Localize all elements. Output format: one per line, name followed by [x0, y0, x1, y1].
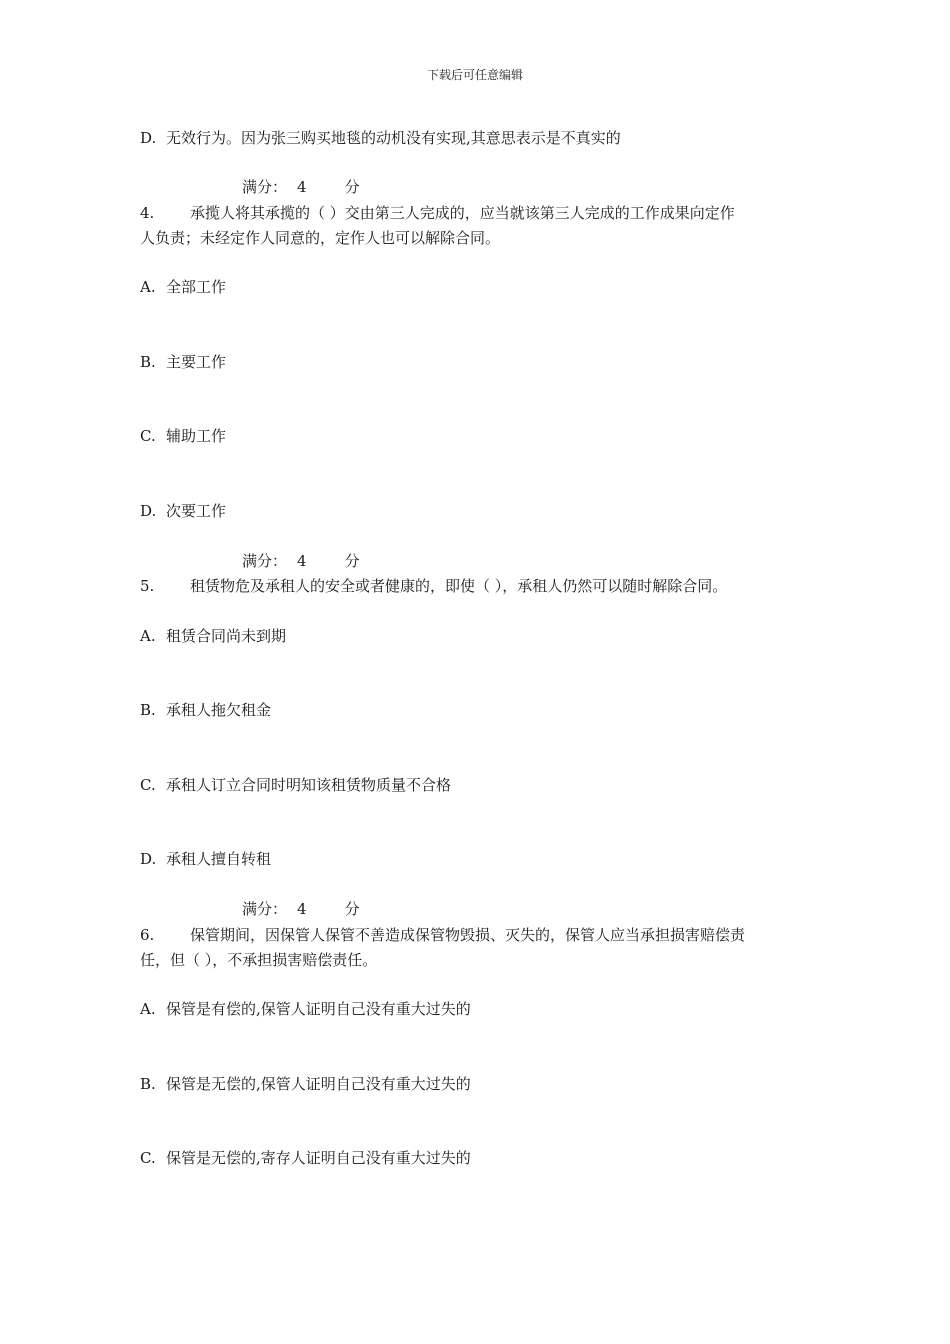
option-text: 保管是无偿的,寄存人证明自己没有重大过失的 — [166, 1149, 471, 1167]
option-text: 保管是有偿的,保管人证明自己没有重大过失的 — [166, 1000, 471, 1018]
question-6-line2: 任，但（ ），不承担损害赔偿责任。 — [140, 951, 378, 969]
option-letter: A. — [140, 278, 156, 296]
q6-option-c — [140, 1148, 471, 1168]
option-text: 辅助工作 — [166, 427, 227, 445]
score-label: 满分： — [242, 552, 288, 570]
option-letter: A. — [140, 1000, 156, 1018]
q6-option-b — [140, 1074, 471, 1094]
question-4-line1 — [140, 203, 735, 223]
score-value: 4 — [297, 552, 307, 570]
option-letter: D. — [140, 502, 157, 520]
score-unit: 分 — [344, 900, 360, 918]
option-letter: C. — [140, 427, 156, 445]
q5-option-d — [140, 849, 271, 869]
option-letter: B. — [140, 1075, 156, 1093]
question-5-line1 — [140, 576, 727, 596]
question-4-line2: 人负责；未经定作人同意的，定作人也可以解除合同。 — [140, 229, 501, 247]
score-unit: 分 — [344, 552, 360, 570]
q5-option-a — [140, 626, 286, 646]
q4-option-a — [140, 277, 226, 297]
option-letter: D. — [140, 129, 157, 147]
prev-option-d — [140, 128, 621, 148]
q5-option-b — [140, 700, 271, 720]
question-text: 租赁物危及承租人的安全或者健康的，即使（ ），承租人仍然可以随时解除合同。 — [190, 577, 728, 595]
option-letter: B. — [140, 353, 156, 371]
option-text: 主要工作 — [166, 353, 227, 371]
score-value: 4 — [297, 178, 307, 196]
question-number: 6. — [140, 926, 155, 944]
page-header: 下载后可任意编辑 — [426, 68, 523, 82]
option-text: 承租人订立合同时明知该租赁物质量不合格 — [166, 776, 452, 794]
question-text: 保管期间，因保管人保管不善造成保管物毁损、灭失的，保管人应当承担损害赔偿责 — [190, 926, 746, 944]
q4-option-c — [140, 426, 226, 446]
option-letter: B. — [140, 701, 156, 719]
option-letter: C. — [140, 1149, 156, 1167]
score-label: 满分： — [242, 900, 288, 918]
question-number: 4. — [140, 204, 155, 222]
score-line — [242, 177, 360, 197]
q4-option-b — [140, 352, 226, 372]
q5-option-c — [140, 775, 451, 795]
option-letter: D. — [140, 850, 157, 868]
option-text: 承租人拖欠租金 — [166, 701, 272, 719]
option-text: 无效行为。因为张三购买地毯的动机没有实现,其意思表示是不真实的 — [166, 129, 621, 147]
option-text: 全部工作 — [166, 278, 227, 296]
score-line — [242, 551, 360, 571]
q6-option-a — [140, 999, 471, 1019]
question-text: 承揽人将其承揽的（ ）交由第三人完成的，应当就该第三人完成的工作成果向定作 — [190, 204, 735, 222]
score-label: 满分： — [242, 178, 288, 196]
option-text: 保管是无偿的,保管人证明自己没有重大过失的 — [166, 1075, 471, 1093]
score-value: 4 — [297, 900, 307, 918]
question-number: 5. — [140, 577, 155, 595]
score-unit: 分 — [344, 178, 360, 196]
option-letter: C. — [140, 776, 156, 794]
option-letter: A. — [140, 627, 156, 645]
option-text: 租赁合同尚未到期 — [166, 627, 287, 645]
q4-option-d — [140, 501, 226, 521]
question-6-line1 — [140, 925, 745, 945]
option-text: 承租人擅自转租 — [166, 850, 272, 868]
option-text: 次要工作 — [166, 502, 227, 520]
score-line — [242, 899, 360, 919]
